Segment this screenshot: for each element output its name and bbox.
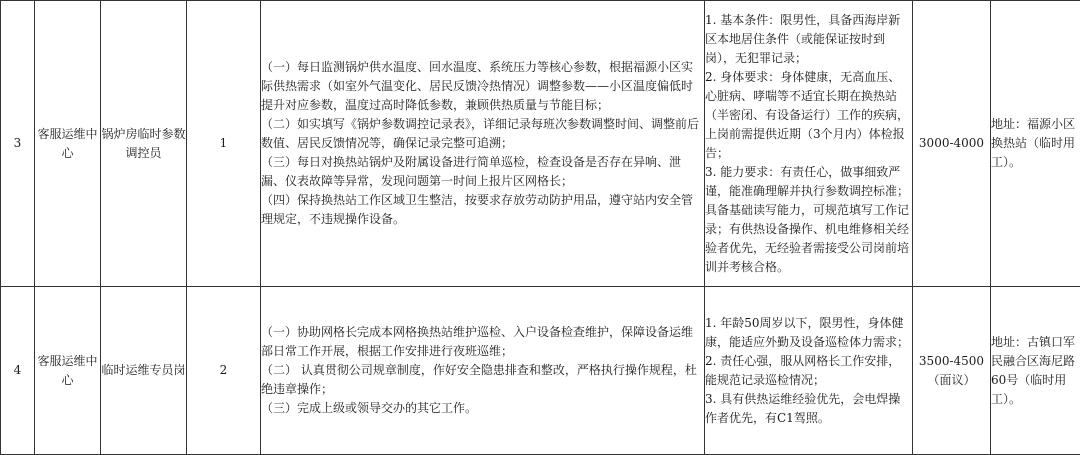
department-cell: 客服运维中心 — [35, 1, 101, 287]
duties-cell — [261, 287, 705, 455]
requirements-cell — [705, 287, 913, 455]
address-cell: 地址：古镇口军民融合区海尼路60号（临时用工）。 — [991, 287, 1080, 455]
headcount-cell: 1 — [187, 1, 261, 287]
duty-item: （一）每日监测锅炉供水温度、回水温度、系统压力等核心参数，根据福源小区实际供热需求（如室外气温变化、居民反馈冷热情况）调整参数——小区温度偏低时提升对应参数，温度过高时降低参数，兼顾供热质量与节能目标； — [261, 60, 694, 112]
duties-cell — [261, 1, 705, 287]
headcount-cell: 2 — [187, 287, 261, 455]
post-name-cell: 临时运维专员岗 — [101, 287, 187, 455]
duty-item: （三）完成上级或领导交办的其它工作。 — [261, 401, 478, 415]
table-row — [1, 1, 1080, 287]
salary-range: 3500-4500 — [918, 353, 985, 368]
row-number: 3 — [1, 1, 35, 287]
requirement-item: 2. 责任心强，服从网格长工作安排，能规范记录巡检情况； — [705, 353, 901, 387]
requirement-item: 3. 能力要求：有责任心，做事细致严谨，能准确理解并执行参数调控标准；具备基础读写能力，可规范填写工作记录；有供热设备操作、机电维修相关经验者优先，无经验者需接受公司岗前培训并考核合格。 — [705, 164, 910, 274]
requirement-item: 2. 身体要求：身体健康，无高血压、心脏病、哮喘等不适宜长期在换热站（半密闭、有设备运行）工作的疾病，上岗前需提供近期（3个月内）体检报告； — [705, 69, 910, 160]
salary-cell — [913, 287, 991, 455]
duty-item: （四）保持换热站工作区域卫生整洁，按要求存放劳动防护用品，遵守站内安全管理规定，不违规操作设备。 — [261, 193, 694, 226]
requirement-item: 1. 年龄50周岁以下，限男性，身体健康，能适应外勤及设备巡检体力需求； — [705, 315, 910, 349]
duty-item: （三）每日对换热站锅炉及附属设备进行简单巡检，检查设备是否存在异响、泄漏、仪表故障等异常，发现问题第一时间上报片区网格长； — [261, 155, 682, 188]
requirement-item: 3. 具有供热运维经验优先，会电焊操作者优先，有C1驾照。 — [705, 391, 901, 425]
table-row — [1, 287, 1080, 455]
duty-item: （二） 认真贯彻公司规章制度，作好安全隐患排查和整改，严格执行操作规程，杜绝违章操作； — [261, 363, 697, 396]
address-cell: 地址：福源小区换热站（临时用工）。 — [991, 1, 1080, 287]
duty-item: （二）如实填写《锅炉参数调控记录表》，详细记录每班次参数调整时间、调整前后数值、居民反馈情况等，确保记录完整可追溯； — [261, 117, 700, 150]
post-name-cell: 锅炉房临时参数调控员 — [101, 1, 187, 287]
requirement-item: 1. 基本条件：限男性，具备西海岸新区本地居住条件（或能保证按时到岗），无犯罪记录； — [705, 12, 901, 65]
salary-note: （面议） — [927, 372, 976, 387]
row-number: 4 — [1, 287, 35, 455]
salary-cell — [913, 1, 991, 287]
requirements-cell — [705, 1, 913, 287]
department-cell: 客服运维中心 — [35, 287, 101, 455]
salary-range: 3000-4000 — [918, 136, 985, 150]
duty-item: （一）协助网格长完成本网格换热站维护巡检、入户设备检查维护，保障设备运维部日常工作开展，根据工作安排进行夜班巡维； — [261, 325, 694, 358]
